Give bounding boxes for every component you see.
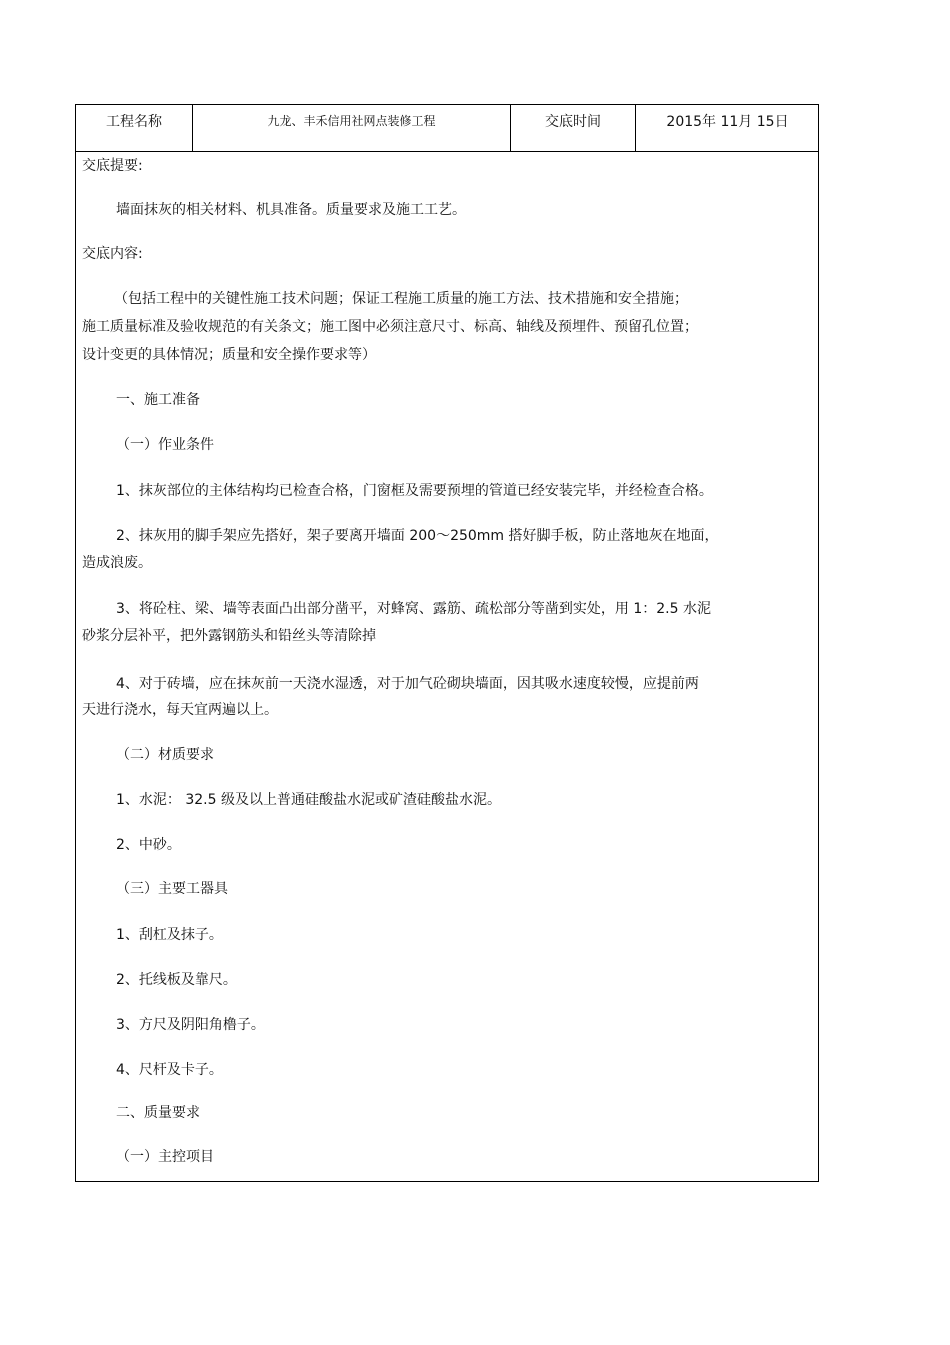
summary-label: 交底提要: <box>82 158 143 174</box>
date-value: 2015年 11月 15日 <box>666 114 789 130</box>
paragraph-line: 2、抹灰用的脚手架应先搭好，架子要离开墙面 200～250mm 搭好脚手板，防止落地灰在地面， <box>116 528 719 544</box>
subsection-heading: （三）主要工器具 <box>116 881 228 897</box>
header-row <box>76 105 818 152</box>
section-heading: 二、质量要求 <box>116 1105 200 1121</box>
list-item: 3、方尺及阴阳角橹子。 <box>116 1017 265 1033</box>
paragraph-line: 砂浆分层补平，把外露钢筋头和铅丝头等清除掉 <box>82 628 376 644</box>
subsection-heading: （二）材质要求 <box>116 747 214 763</box>
list-item: 4、尺杆及卡子。 <box>116 1062 223 1078</box>
content-note-1: （包括工程中的关键性施工技术问题；保证工程施工质量的施工方法、技术措施和安全措施； <box>114 291 688 307</box>
paragraph-line: 1、抹灰部位的主体结构均已检查合格，门窗框及需要预埋的管道已经安装完毕，并经检查合格。 <box>116 483 713 499</box>
subsection-heading: （一）作业条件 <box>116 437 214 453</box>
paragraph-line: 造成浪废。 <box>82 555 152 571</box>
project-name-value: 九龙、丰禾信用社网点装修工程 <box>193 105 511 151</box>
list-item: 2、中砂。 <box>116 837 181 853</box>
paragraph-line: 4、对于砖墙，应在抹灰前一天浇水湿透，对于加气砼砌块墙面，因其吸水速度较慢，应提前两 <box>116 676 699 692</box>
section-heading: 一、施工准备 <box>116 392 200 408</box>
list-item: 1、刮杠及抹子。 <box>116 927 223 943</box>
disclosure-form <box>75 104 819 1182</box>
subsection-heading: （一）主控项目 <box>116 1149 214 1165</box>
content-note-3: 设计变更的具体情况；质量和安全操作要求等） <box>82 347 376 363</box>
paragraph-line: 天进行浇水，每天宜两遍以上。 <box>82 702 278 718</box>
summary-text: 墙面抹灰的相关材料、机具准备。质量要求及施工工艺。 <box>116 202 466 218</box>
list-item: 2、托线板及靠尺。 <box>116 972 237 988</box>
list-item: 1、水泥： 32.5 级及以上普通硅酸盐水泥或矿渣硅酸盐水泥。 <box>116 792 501 808</box>
project-name-label: 工程名称 <box>76 105 193 151</box>
paragraph-line: 3、将砼柱、梁、墙等表面凸出部分凿平，对蜂窝、露筋、疏松部分等凿到实处，用 1：2.5 水泥 <box>116 601 711 617</box>
content-label: 交底内容: <box>82 246 143 262</box>
content-note-2: 施工质量标准及验收规范的有关条文；施工图中必须注意尺寸、标高、轴线及预埋件、预留孔位置； <box>82 319 698 335</box>
date-label: 交底时间 <box>511 105 636 151</box>
